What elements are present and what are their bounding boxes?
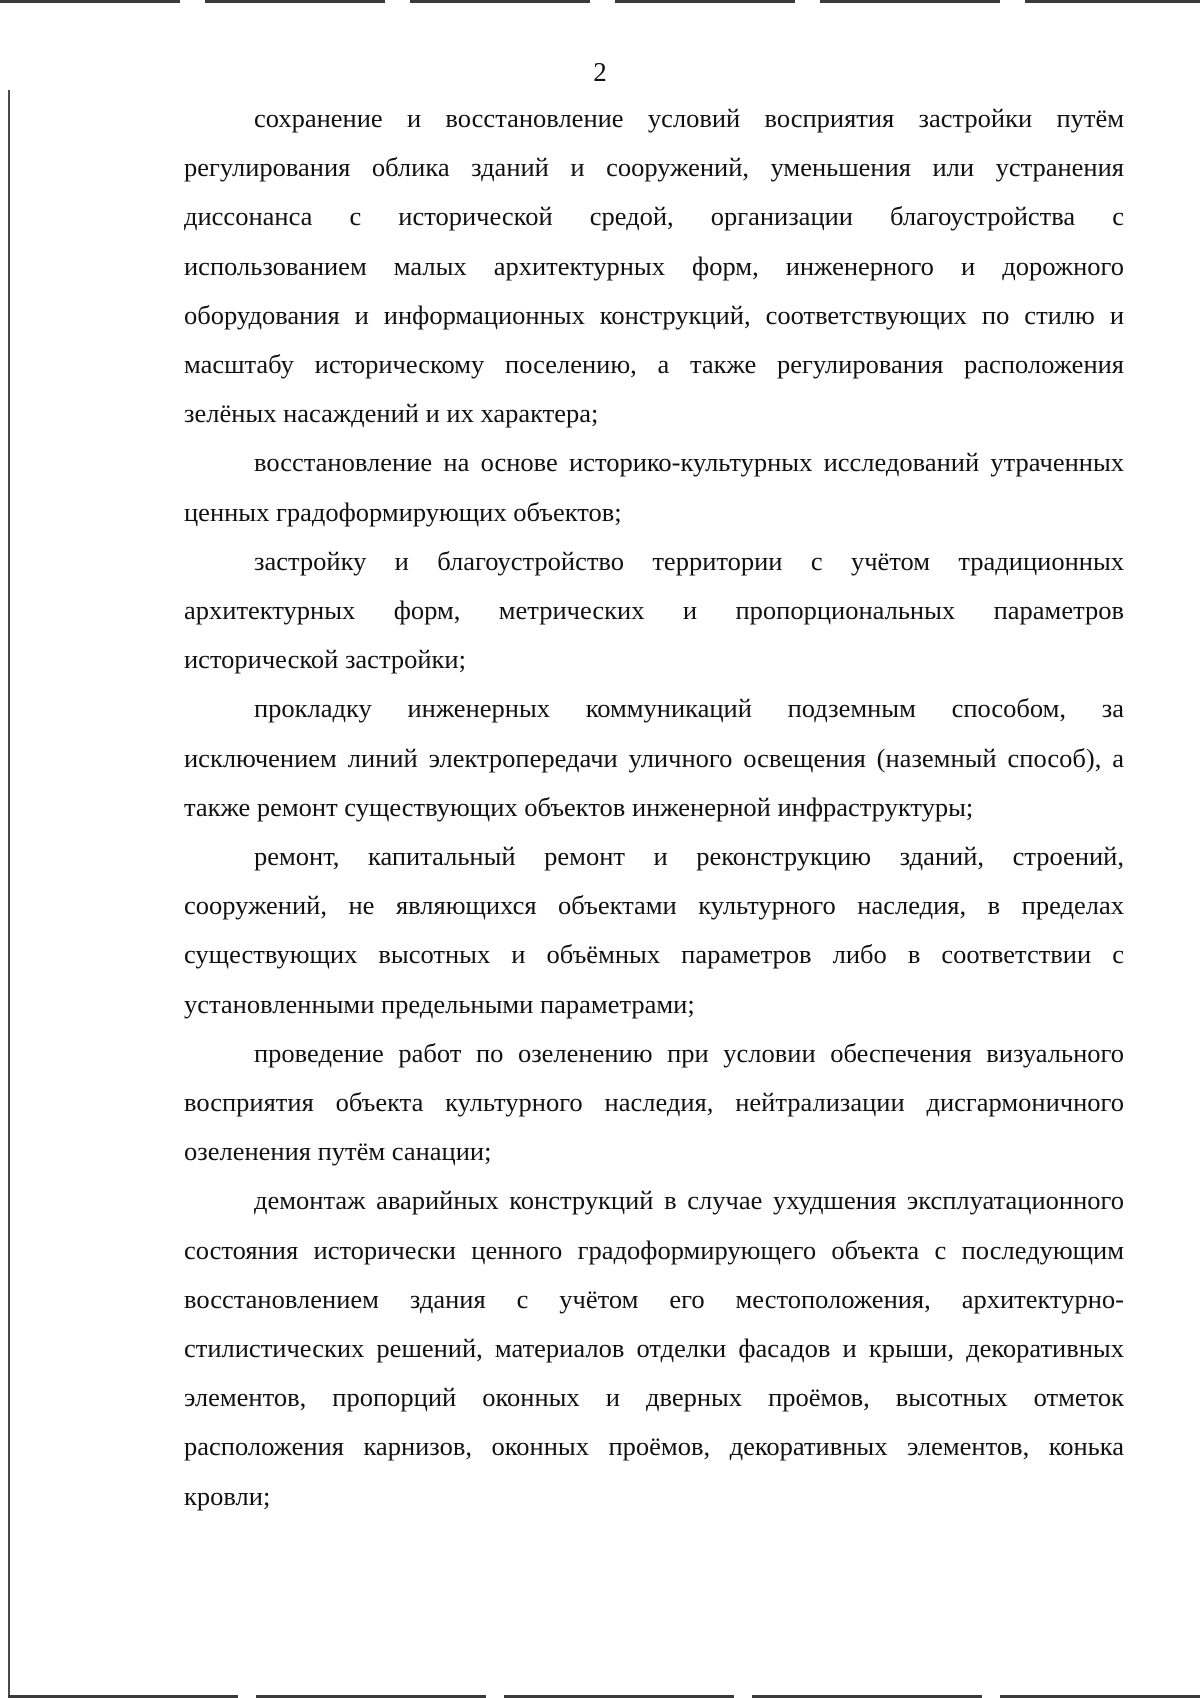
paragraph: прокладку инженерных коммуникаций подземным способом, за исключением линий электропередачи уличного освещения (наземный способ), а также ремонт существующих объектов инженерной инфраструктуры; [184, 693, 1124, 822]
paragraph: демонтаж аварийных конструкций в случае ухудшения эксплуатационного состояния исторически ценного градоформирующего объекта с последующим восстановлением здания с учётом его местоположения, архитектурно-стилистических решений, материалов отделки фасадов и крыши, декоративных элементов, пропорций оконных и дверных проёмов, высотных отметок расположения карнизов, оконных проёмов, декоративных элементов, конька кровли; [184, 1185, 1124, 1511]
scan-border-top [0, 0, 1200, 3]
paragraph: ремонт, капитальный ремонт и реконструкцию зданий, строений, сооружений, не являющихся объектами культурного наследия, в пределах существующих высотных и объёмных параметров либо в соответствии с установленными предельными параметрами; [184, 841, 1124, 1019]
document-body [184, 94, 1124, 1521]
page-number: 2 [593, 57, 607, 87]
paragraph: восстановление на основе историко-культурных исследований утраченных ценных градоформирующих объектов; [184, 447, 1124, 527]
paragraph: застройку и благоустройство территории с учётом традиционных архитектурных форм, метрических и пропорциональных параметров исторической застройки; [184, 545, 1124, 675]
scan-border-left [8, 90, 10, 1698]
paragraph: проведение работ по озеленению при условии обеспечения визуального восприятия объекта культурного наследия, нейтрализации дисгармоничного озеленения путём санации; [184, 1037, 1124, 1167]
paragraph: сохранение и восстановление условий восприятия застройки путём регулирования облика зданий и сооружений, уменьшения или устранения диссонанса с исторической средой, организации благоустройства с использованием малых архитектурных форм, инженерного и дорожного оборудования и информационных конструкций, соответствующих по стилю и масштабу историческому поселению, а также регулирования расположения зелёных насаждений и их характера; [184, 103, 1124, 429]
